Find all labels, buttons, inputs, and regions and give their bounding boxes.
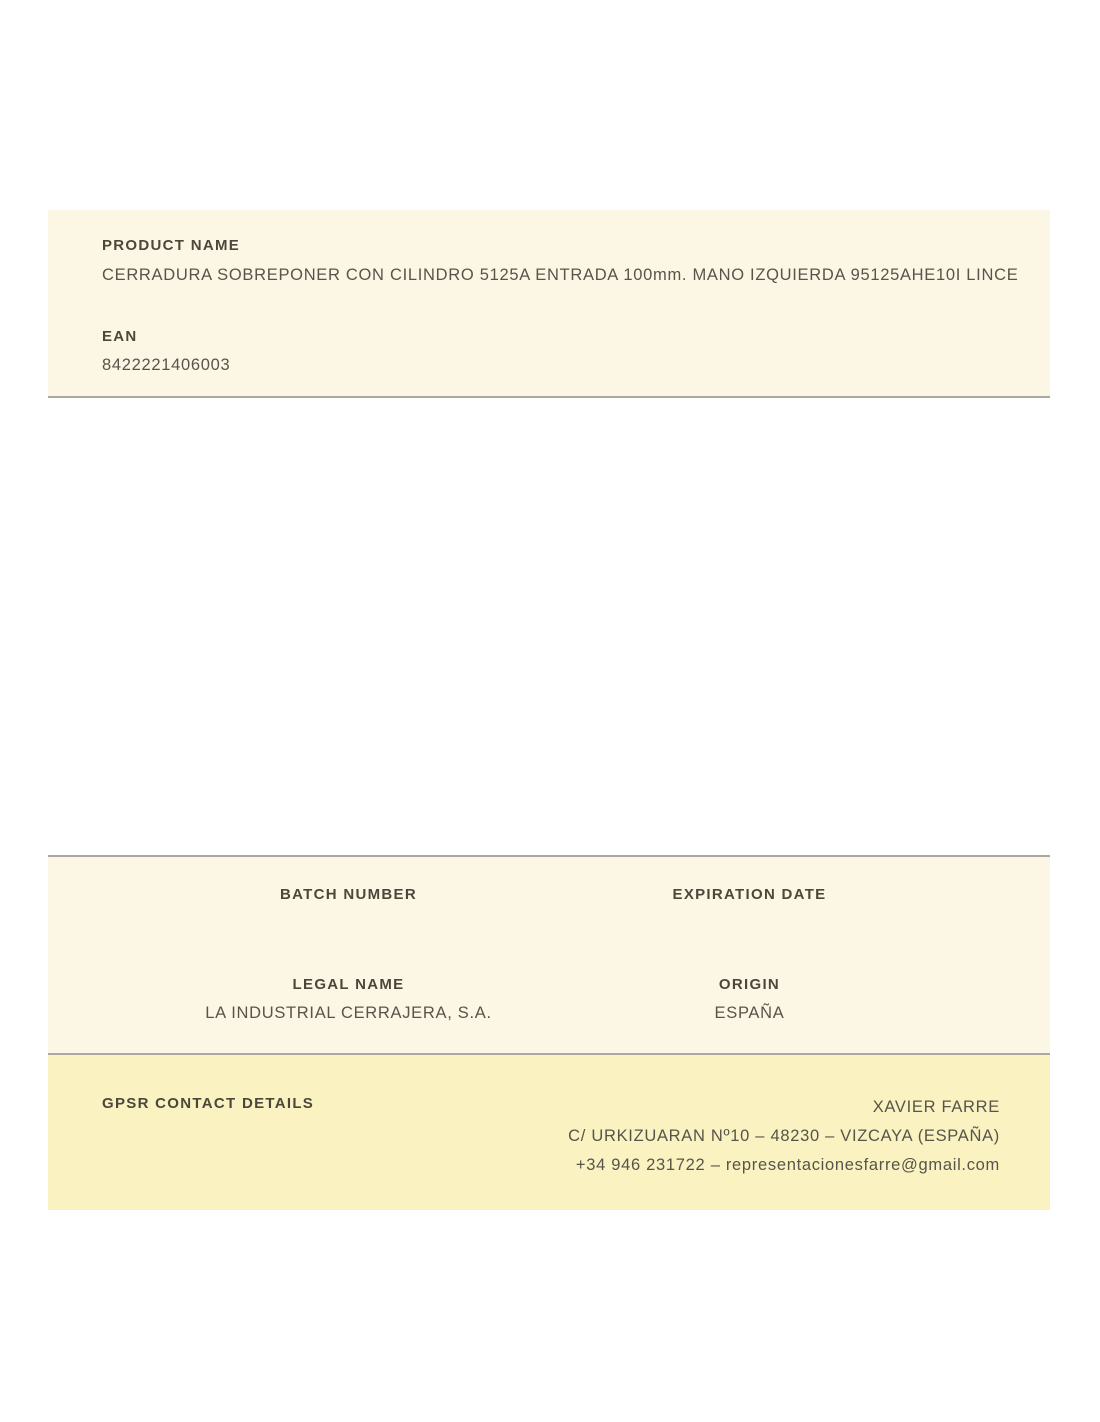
batch-origin-panel: [48, 855, 1050, 1055]
gpsr-contact-panel: [48, 1055, 1050, 1210]
gpsr-contact-address: C/ URKIZUARAN Nº10 – 48230 – VIZCAYA (ESPAÑA): [568, 1127, 1000, 1145]
legal-name-value: LA INDUSTRIAL CERRAJERA, S.A.: [205, 1004, 492, 1022]
ean-value: 8422221406003: [102, 356, 231, 374]
product-name-label: PRODUCT NAME: [102, 237, 241, 254]
ean-label: EAN: [102, 328, 138, 345]
legal-name-label: LEGAL NAME: [292, 976, 405, 993]
expiration-date-label: EXPIRATION DATE: [672, 886, 827, 903]
batch-expiration-row: [48, 886, 1050, 903]
gpsr-contact-phone-email: +34 946 231722 – representacionesfarre@gmail.com: [575, 1156, 1000, 1174]
legal-origin-labels-row: [48, 976, 1050, 993]
product-name-value: CERRADURA SOBREPONER CON CILINDRO 5125A ENTRADA 100mm. MANO IZQUIERDA 95125AHE10I LINCE: [102, 266, 1019, 284]
legal-origin-values-row: [48, 1004, 1050, 1023]
gpsr-contact-block: [568, 1093, 1000, 1180]
product-info-panel: [48, 210, 1050, 398]
batch-number-label: BATCH NUMBER: [280, 886, 417, 903]
gpsr-contact-details-label: GPSR CONTACT DETAILS: [102, 1095, 315, 1112]
gpsr-contact-name: XAVIER FARRE: [872, 1098, 1000, 1116]
origin-label: ORIGIN: [718, 976, 781, 993]
origin-value: ESPAÑA: [714, 1004, 785, 1022]
